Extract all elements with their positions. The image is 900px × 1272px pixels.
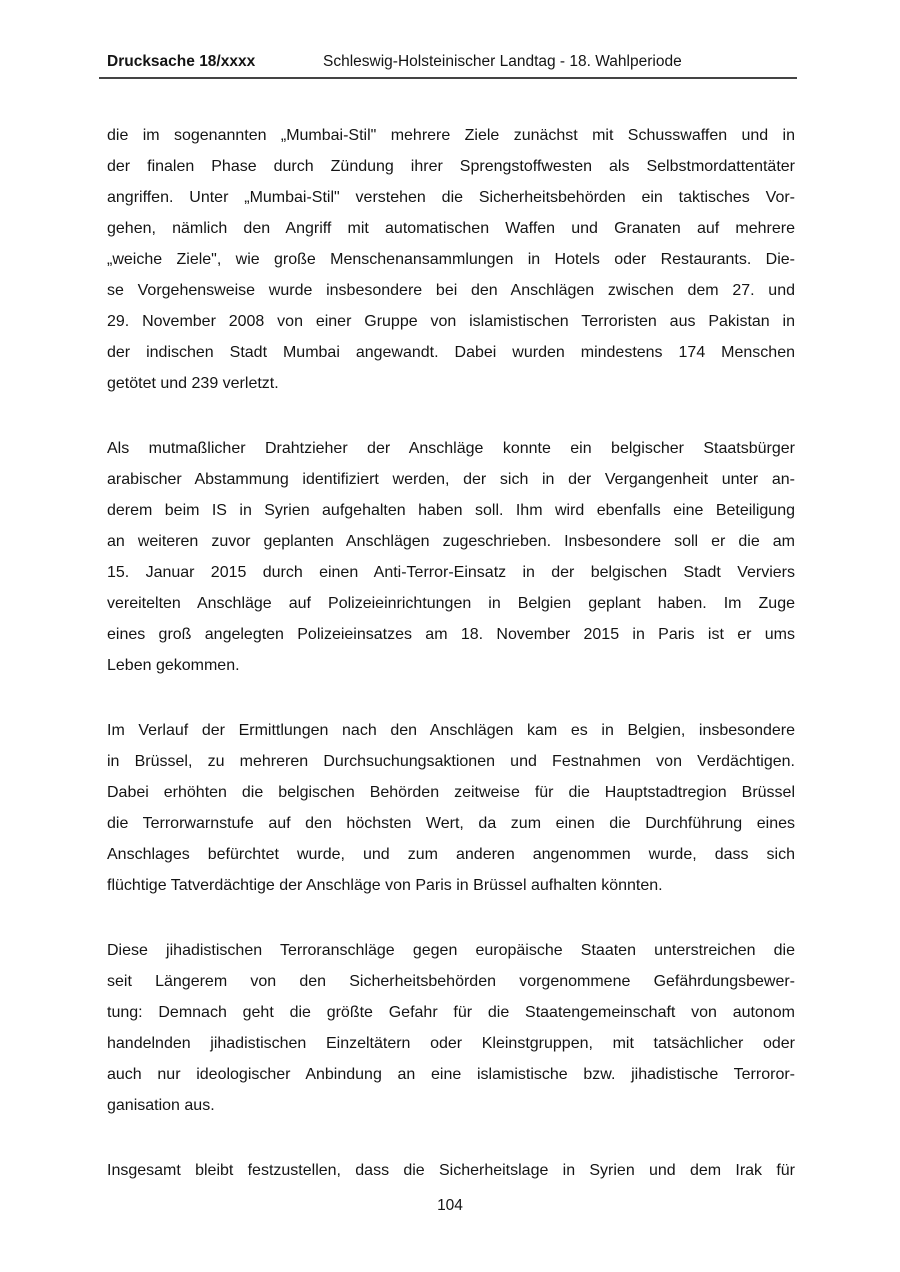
page-number: 104 bbox=[437, 1197, 463, 1214]
text-line: Leben gekommen. bbox=[107, 657, 240, 674]
paragraph bbox=[107, 1155, 795, 1186]
text-line: flüchtige Tatverdächtige der Anschläge von Paris in Brüssel aufhalten könnten. bbox=[107, 877, 663, 894]
text-line: derem beim IS in Syrien aufgehalten haben soll. Ihm wird ebenfalls eine Beteiligung bbox=[107, 502, 795, 519]
text-line: Dabei erhöhten die belgischen Behörden zeitweise für die Hauptstadtregion Brüssel bbox=[107, 784, 795, 801]
text-line: der indischen Stadt Mumbai angewandt. Dabei wurden mindestens 174 Menschen bbox=[107, 344, 795, 361]
page-header bbox=[107, 54, 797, 74]
text-line: ganisation aus. bbox=[107, 1097, 215, 1114]
text-line: an weiteren zuvor geplanten Anschlägen zugeschrieben. Insbesondere soll er die am bbox=[107, 533, 795, 550]
text-line: eines groß angelegten Polizeieinsatzes am 18. November 2015 in Paris ist er ums bbox=[107, 626, 795, 643]
text-line: in Brüssel, zu mehreren Durchsuchungsaktionen und Festnahmen von Verdächtigen. bbox=[107, 753, 795, 770]
text-line: getötet und 239 verletzt. bbox=[107, 375, 279, 392]
text-line: der finalen Phase durch Zündung ihrer Sprengstoffwesten als Selbstmordattentäter bbox=[107, 158, 795, 175]
text-line: handelnden jihadistischen Einzeltätern oder Kleinstgruppen, mit tatsächlicher oder bbox=[107, 1035, 795, 1052]
doc-number: Drucksache 18/xxxx bbox=[107, 53, 256, 70]
text-line: Diese jihadistischen Terroranschläge gegen europäische Staaten unterstreichen die bbox=[107, 942, 795, 959]
paragraph bbox=[107, 715, 795, 901]
text-line: Im Verlauf der Ermittlungen nach den Anschlägen kam es in Belgien, insbesondere bbox=[107, 722, 795, 739]
text-line: die im sogenannten „Mumbai-Stil" mehrere Ziele zunächst mit Schusswaffen und in bbox=[107, 127, 795, 144]
text-line: auch nur ideologischer Anbindung an eine islamistische bzw. jihadistische Terroror- bbox=[107, 1066, 795, 1083]
text-line: se Vorgehensweise wurde insbesondere bei den Anschlägen zwischen dem 27. und bbox=[107, 282, 795, 299]
paragraph bbox=[107, 120, 795, 399]
text-line: vereitelten Anschläge auf Polizeieinrichtungen in Belgien geplant haben. Im Zuge bbox=[107, 595, 795, 612]
paragraph bbox=[107, 433, 795, 681]
header-title: Schleswig-Holsteinischer Landtag - 18. Wahlperiode bbox=[323, 53, 682, 70]
text-line: die Terrorwarnstufe auf den höchsten Wert, da zum einen die Durchführung eines bbox=[107, 815, 795, 832]
document-body bbox=[107, 120, 795, 1186]
text-line: arabischer Abstammung identifiziert werden, der sich in der Vergangenheit unter an- bbox=[107, 471, 795, 488]
text-line: Als mutmaßlicher Drahtzieher der Anschläge konnte ein belgischer Staatsbürger bbox=[107, 440, 795, 457]
text-line: angriffen. Unter „Mumbai-Stil" verstehen die Sicherheitsbehörden ein taktisches Vor- bbox=[107, 189, 795, 206]
header-rule bbox=[99, 77, 797, 79]
text-line: Insgesamt bleibt festzustellen, dass die Sicherheitslage in Syrien und dem Irak für bbox=[107, 1162, 795, 1179]
text-line: „weiche Ziele", wie große Menschenansammlungen in Hotels oder Restaurants. Die- bbox=[107, 251, 795, 268]
text-line: 15. Januar 2015 durch einen Anti-Terror-Einsatz in der belgischen Stadt Verviers bbox=[107, 564, 795, 581]
text-line: 29. November 2008 von einer Gruppe von islamistischen Terroristen aus Pakistan in bbox=[107, 313, 795, 330]
text-line: Anschlages befürchtet wurde, und zum anderen angenommen wurde, dass sich bbox=[107, 846, 795, 863]
text-line: tung: Demnach geht die größte Gefahr für die Staatengemeinschaft von autonom bbox=[107, 1004, 795, 1021]
text-line: gehen, nämlich den Angriff mit automatischen Waffen und Granaten auf mehrere bbox=[107, 220, 795, 237]
text-line: seit Längerem von den Sicherheitsbehörden vorgenommene Gefährdungsbewer- bbox=[107, 973, 795, 990]
page-footer bbox=[0, 1197, 900, 1215]
paragraph bbox=[107, 935, 795, 1121]
